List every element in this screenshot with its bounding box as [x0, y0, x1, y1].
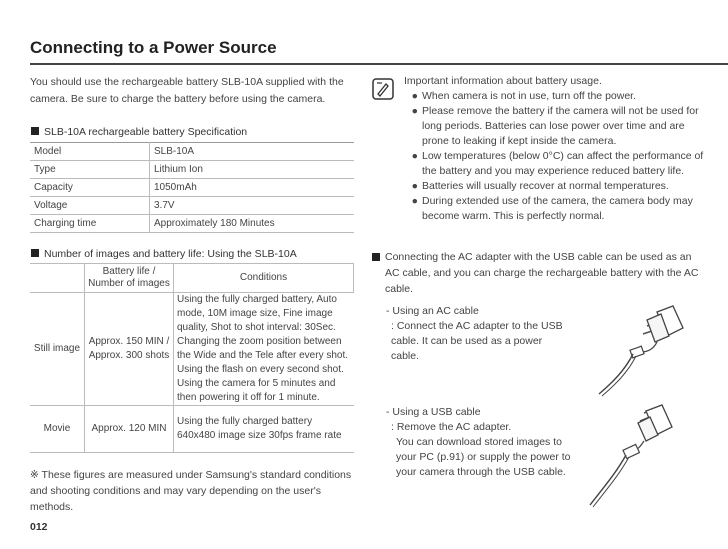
- table-row: Voltage 3.7V: [30, 197, 354, 215]
- note-pencil-icon: [372, 78, 394, 100]
- bullet-square-icon: [31, 127, 39, 135]
- title-rule: [30, 63, 728, 65]
- page-number: 012: [30, 521, 48, 533]
- info-heading: Important information about battery usage.: [404, 75, 602, 87]
- table-row: Model SLB-10A: [30, 143, 354, 161]
- list-item: ● During extended use of the camera, the camera body may become warm. This is perfectly normal.: [411, 195, 693, 222]
- spec-table: [30, 142, 354, 233]
- bullet-square-icon: [372, 253, 380, 261]
- table-row: Still image Approx. 150 MIN / Approx. 300 shots Using the fully charged battery, Auto mode, 10M image size, Fine image quality, Shot to shot interval: 30Sec. Changing the zoom position between the Wide and the Tele after every shot. Using the flash on every second shot. Using the camera for 5 minutes and then powering it off for 1 minute.: [30, 293, 354, 406]
- usb-cable-usage: - Using a USB cable : Remove the AC adapter. You can download stored images to your PC (p.91) or supply the power to your camera through the USB cable.: [386, 406, 571, 478]
- table-row: Capacity 1050mAh: [30, 179, 354, 197]
- page-title: Connecting to a Power Source: [30, 38, 277, 57]
- table-row: Type Lithium Ion: [30, 161, 354, 179]
- table-row: Movie Approx. 120 MIN Using the fully charged battery 640x480 image size 30fps frame rate: [30, 406, 354, 453]
- list-item: ● Please remove the battery if the camera will not be used for long periods. Batteries can lose power over time and are prone to leaking if kept inside the camera.: [411, 105, 699, 147]
- battery-info-box: [404, 74, 704, 224]
- life-heading: Number of images and battery life: Using the SLB-10A: [31, 248, 297, 260]
- spec-heading: SLB-10A rechargeable battery Specification: [31, 126, 247, 138]
- battery-life-table: [30, 263, 354, 453]
- ac-cable-usage: - Using an AC cable : Connect the AC adapter to the USB cable. It can be used as a power cable.: [386, 305, 563, 362]
- list-item: ● When camera is not in use, turn off the power.: [411, 90, 637, 102]
- table-header-row: Battery life / Number of images Conditions: [30, 264, 354, 293]
- usb-cable-illustration: [580, 395, 695, 515]
- footnote: ※ These figures are measured under Samsung's standard conditions and shooting conditions and may vary depending on the user's methods.: [30, 469, 352, 513]
- list-item: ● Batteries will usually recover at normal temperatures.: [411, 180, 669, 192]
- intro-text: You should use the rechargeable battery SLB-10A supplied with the camera. Be sure to charge the battery before using the camera.: [30, 76, 344, 105]
- ac-section: Connecting the AC adapter with the USB cable can be used as an AC cable, and you can charge the rechargeable battery with the AC cable.: [372, 249, 702, 297]
- bullet-square-icon: [31, 249, 39, 257]
- ac-adapter-illustration: [585, 290, 695, 400]
- list-item: ● Low temperatures (below 0°C) can affect the performance of the battery and you may experience reduced battery life.: [411, 150, 704, 177]
- table-row: Charging time Approximately 180 Minutes: [30, 215, 354, 233]
